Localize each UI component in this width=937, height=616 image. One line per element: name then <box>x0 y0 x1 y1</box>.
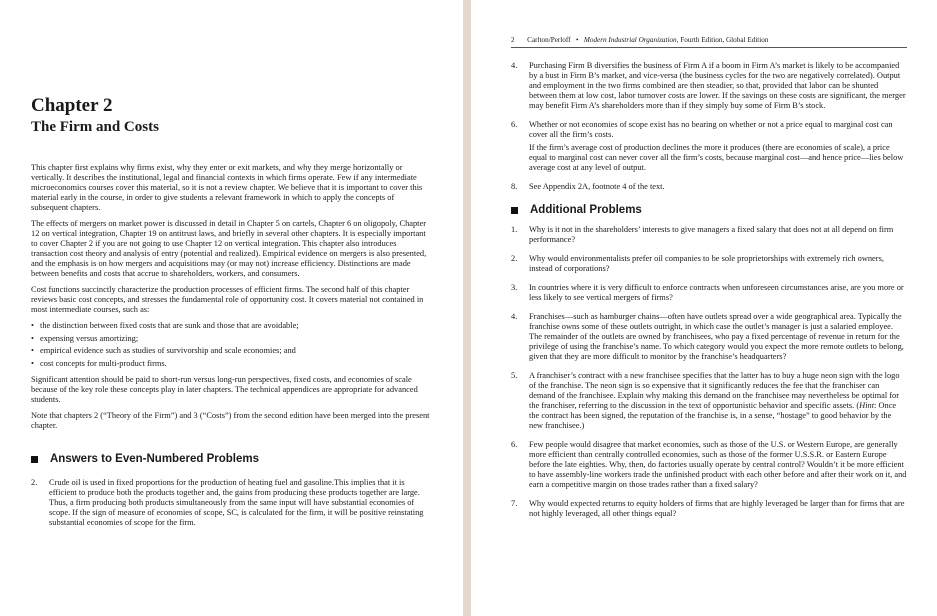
additional-heading-text: Additional Problems <box>530 204 642 216</box>
problem-text: In countries where it is very difficult to enforce contracts when unforeseen circumstances arise, are you more or less likely to see vertical mergers of firms? <box>529 283 904 302</box>
problem-text-part: A franchiser’s contract with a new franchisee specifies that the latter has to buy a huge neon sign with the logo of the franchise. The neon sign is so expensive that it significantly reduces the fee that the franchiser can demand of the franchisee. Explain why making this demand on the franchisee may nevertheless be optimal for the franchiser, referring to the discussion in the text of opportunistic behavior and specific assets. ( <box>529 371 900 410</box>
answer-number: 4. <box>511 61 518 70</box>
answer-text: See Appendix 2A, footnote 4 of the text. <box>529 182 665 191</box>
chapter-number: Chapter 2 <box>31 95 113 116</box>
answer-text: Crude oil is used in fixed proportions for the production of heating fuel and gasoline.This implies that it is efficient to produce both the products together and, the gains from producing these products together are large. Thus, a firm producing both products simultaneously from the same input will have substantial economies of scope. If the sign of measure of economies of scope, SC, is calculated for the firm, it will be positive reinstating substantial economies of scope for the firm. <box>49 478 424 527</box>
problem-number: 7. <box>511 499 518 508</box>
problem-number: 3. <box>511 283 518 292</box>
problem-text: Few people would disagree that market economies, such as those of the U.S. or Western Europe, are generally more efficient than centrally controlled economies, such as those of the former U.S.S.R. or Eastern Europe before the late eighties. Why, then, do factories usually operate by central control? Wouldn’t it be more efficient to have assembly-line workers trade the unfinished product with each other before and after their work on it, and earn a competitive margin on those trades rather than a fixed salary? <box>529 440 907 489</box>
problem-text-part: : Once the contract has been signed, the reputation of the franchise is, in a sense, “hostage” to good behavior by the new franchisee.) <box>529 401 897 430</box>
answer-number: 6. <box>511 120 518 129</box>
authors: Carlton/Perloff <box>527 36 571 44</box>
square-bullet-icon <box>511 207 518 214</box>
page-gutter <box>463 0 471 616</box>
chapter-title: The Firm and Costs <box>31 119 159 135</box>
bullet-item: • empirical evidence such as studies of survivorship and scale economies; and <box>31 345 431 358</box>
intro-paragraph: Cost functions succinctly characterize the production processes of efficient firms. The second half of this chapter reviews basic cost concepts, and stresses the fundamental role of opportunity cost. It covers material not contained in most intermediate courses, such as: <box>31 285 424 314</box>
intro-paragraph: This chapter first explains why firms exist, why they enter or exit markets, and why they merge horizontally or vertically. It describes the institutional, legal and financial contexts in which firms operate. Few if any intermediate microeconomics courses cover this material, so it is not a review chapter. We believe that it is important to cover this material early in the course, in order to give students a relevant framework in which to apply the concepts of subsequent chapters. <box>31 163 423 212</box>
answer-text: If the firm’s average cost of production declines the more it produces (there are economies of scale), a price equal to marginal cost can never cover all the firm’s costs, because marginal cost—and hence price—lies below average cost at any level of output. <box>529 143 904 172</box>
bullet-item: • the distinction between fixed costs that are sunk and those that are avoidable; <box>31 320 431 333</box>
problem-text: Why would expected returns to equity holders of firms that are highly leveraged be larger than for firms that are not highly leveraged, all other things equal? <box>529 499 905 518</box>
right-page <box>471 0 937 616</box>
body-paragraph: Significant attention should be paid to short-run versus long-run perspectives, fixed costs, and economies of scale because of the key role these concepts play in later chapters. The technical appendices are appropriate for advanced students. <box>31 375 418 404</box>
running-header <box>511 36 907 48</box>
answer-item <box>31 478 431 528</box>
book-title: Modern Industrial Organization <box>583 36 677 44</box>
problem-item <box>511 440 907 490</box>
problem-text <box>529 371 907 431</box>
problem-number: 5. <box>511 371 518 380</box>
problem-text: Franchises—such as hamburger chains—often have outlets spread over a wide geographical area. Typically the franchise owns some of these outlets outright, in which case the outlet’s manager is just a salaried employee. The remainder of the outlets are owned by franchisees, who pay a fixed percentage of revenue in return for the privilege of using the franchise’s name. To which category would you expect the more remote outlets to belong, given that they are more difficult to monitor by the franchise’s headquarters? <box>529 312 904 361</box>
intro-paragraph: The effects of mergers on market power is discussed in detail in Chapter 5 on cartels, Chapter 6 on oligopoly, Chapter 12 on vertical integration, Chapter 19 on antitrust laws, and briefly in several other chapters. It is especially important to cover Chapter 2 if you are not going to use Chapter 12 on vertical integration. This chapter also introduces transaction cost theory and analysis of entry (potential and realized). Empirical evidence on mergers is also presented, and the emphasis is on how mergers and acquisitions may (or may not) increase efficiency. Distinctions are made between benefits and costs that accrue to shareholders, workers, and consumers. <box>31 219 427 278</box>
problem-item <box>511 225 907 245</box>
answer-text: Whether or not economies of scope exist has no bearing on whether or not a price equal to marginal cost can cover all the firm’s costs. <box>529 120 893 139</box>
answer-number: 2. <box>31 478 38 487</box>
square-bullet-icon <box>31 456 38 463</box>
bullet-item: • expensing versus amortizing; <box>31 333 431 346</box>
left-page <box>0 0 463 616</box>
problem-number: 2. <box>511 254 518 263</box>
answers-heading-text: Answers to Even-Numbered Problems <box>50 453 259 465</box>
problem-number: 4. <box>511 312 518 321</box>
answer-number: 8. <box>511 182 518 191</box>
body-paragraph: Note that chapters 2 (“Theory of the Firm”) and 3 (“Costs”) from the second edition have been merged into the present chapter. <box>31 411 430 430</box>
additional-problems-heading <box>511 204 907 216</box>
edition: , Fourth Edition, Global Edition <box>676 36 769 44</box>
answer-item <box>511 61 907 111</box>
problem-number: 6. <box>511 440 518 449</box>
header-separator: • <box>575 36 579 44</box>
problem-item <box>511 254 907 274</box>
problem-text: Why would environmentalists prefer oil companies to be sole proprietorships with extremely rich owners, instead of corporations? <box>529 254 884 273</box>
bullet-item: • cost concepts for multi-product firms. <box>31 358 431 371</box>
problem-number: 1. <box>511 225 518 234</box>
problem-item <box>511 283 907 303</box>
problem-item <box>511 499 907 519</box>
hint-label: Hint <box>859 401 875 410</box>
page-number: 2 <box>511 36 515 44</box>
answers-heading <box>31 453 431 465</box>
concept-bullet-list <box>31 320 431 370</box>
problem-item <box>511 371 907 431</box>
answer-item <box>511 120 907 173</box>
answer-text: Purchasing Firm B diversifies the business of Firm A if a boom in Firm A’s market is likely to be accompanied by a bust in Firm B’s market, and vice-versa (the business cycles for the two are negatively correlated). Output and employment in the two firms combined are then steadier, so that, provided that labor can be shunted between them at low cost, labor turnover costs are lower. If the savings on these costs are significant, the merger may benefit Firm A’s shareholders more than if they simply buy some of Firm B’s stock. <box>529 61 906 110</box>
answer-item <box>511 182 907 192</box>
problem-text: Why is it not in the shareholders’ interests to give managers a fixed salary that does not at all depend on firm performance? <box>529 225 894 244</box>
problem-item <box>511 312 907 362</box>
